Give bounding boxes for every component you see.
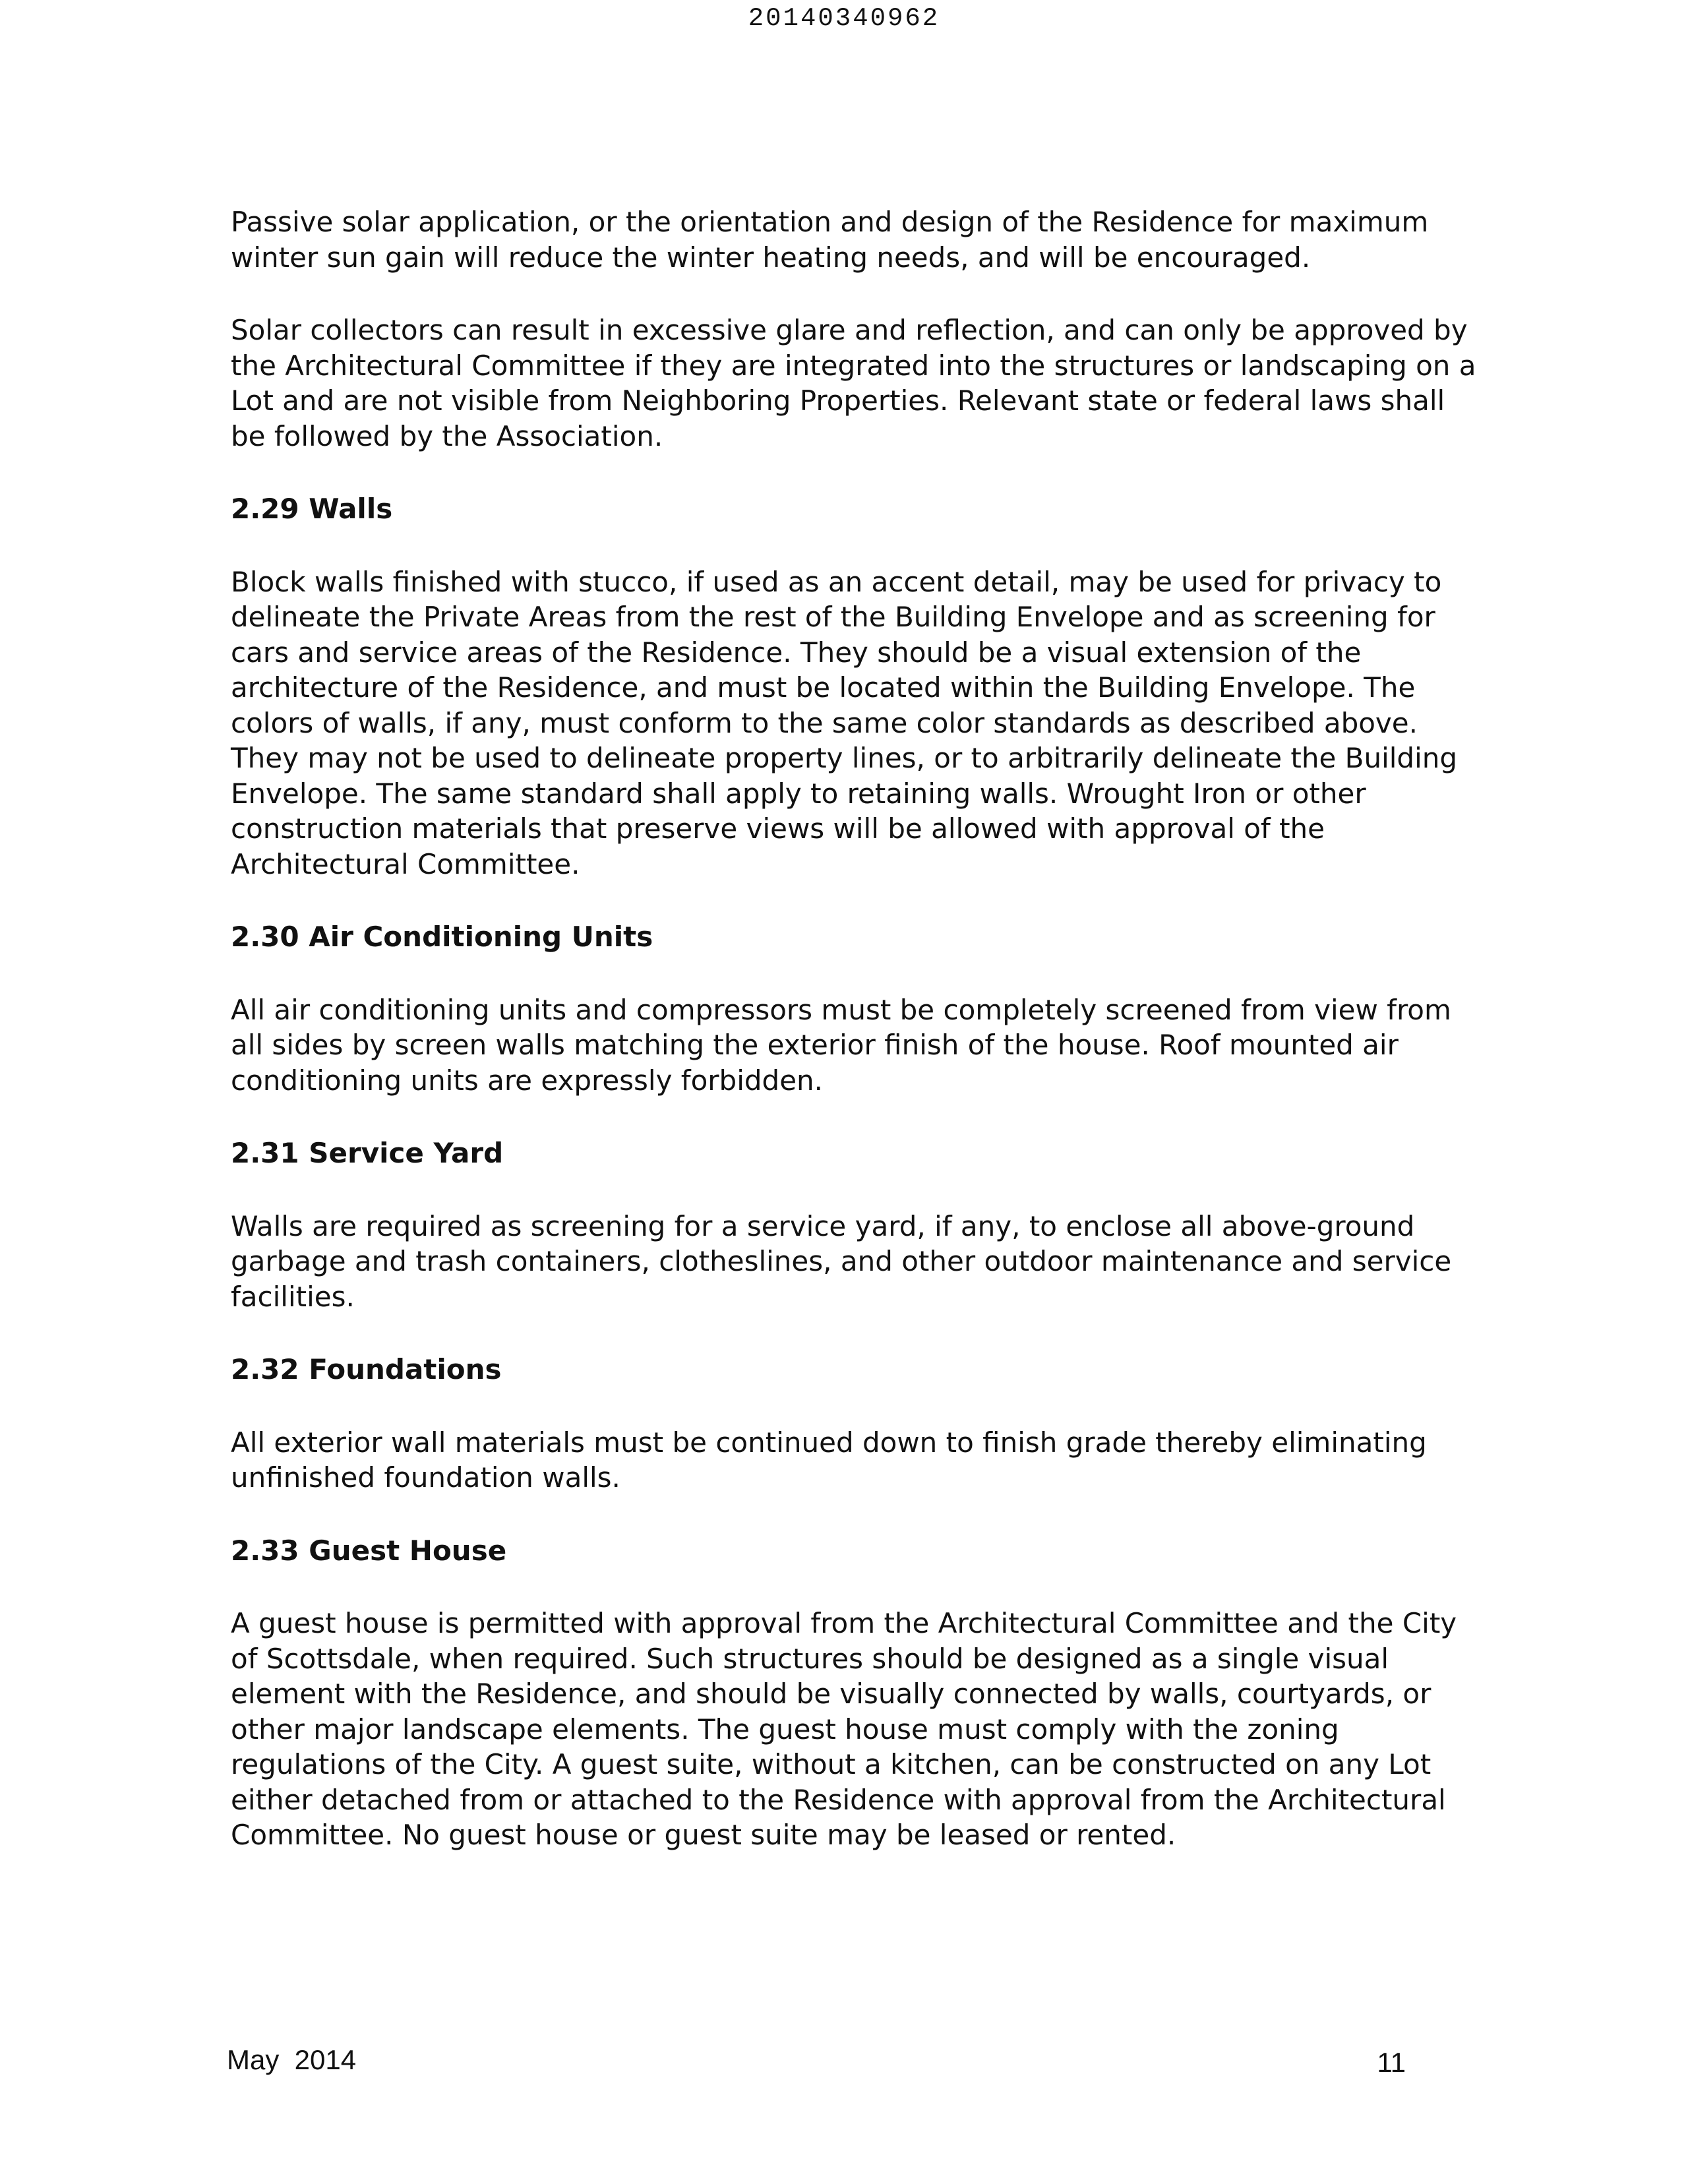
walls-paragraph: Block walls finished with stucco, if used as an accent detail, may be used for privacy to delineate the Private Areas from the rest of the Building Envelope and as screening for cars and service areas of the Residence. They should be a visual extension of the architecture of the Residence, and must be located within the Building Envelope. The colors of walls, if any, must conform to the same color standards as described above. They may not be used to delineate property lines, or to arbitrarily delineate the Building Envelope. The same standard shall apply to retaining walls. Wrought Iron or other construction materials that preserve views will be allowed with approval of the Architectural Committee.	[231, 565, 1458, 880]
section-heading-guest-house: 2.33 Guest House	[231, 1534, 507, 1567]
solar-collectors-paragraph: Solar collectors can result in excessive glare and reflection, and can only be approved by the Architectural Committee if they are integrated into the structures or landscaping on a Lot and are not visible from Neighboring Properties. Relevant state or federal laws shall be followed by the Association.	[231, 314, 1476, 452]
section-heading-service-yard: 2.31 Service Yard	[231, 1137, 504, 1169]
section-heading-walls: 2.29 Walls	[231, 493, 393, 525]
service-yard-paragraph: Walls are required as screening for a service yard, if any, to enclose all above-ground garbage and trash containers, clotheslines, and other outdoor maintenance and service facilities.	[231, 1209, 1452, 1313]
air-conditioning-paragraph: All air conditioning units and compressors must be completely screened from view from all sides by screen walls matching the exterior finish of the house. Roof mounted air conditioning units are expressly forbidden.	[231, 993, 1451, 1097]
passive-solar-paragraph: Passive solar application, or the orientation and design of the Residence for maximum winter sun gain will reduce the winter heating needs, and will be encouraged.	[231, 206, 1429, 274]
page-number: 11	[1377, 2047, 1406, 2078]
footer-date: May 2014	[227, 2044, 357, 2075]
section-heading-foundations: 2.32 Foundations	[231, 1353, 502, 1385]
document-number: 20140340962	[748, 4, 940, 33]
guest-house-paragraph: A guest house is permitted with approval from the Architectural Committee and the City of Scottsdale, when required. Such structures should be designed as a single visual element with the Residence, and should be visually connected by walls, courtyards, or other major landscape elements. The guest house must comply with the zoning regulations of the City. A guest suite, without a kitchen, can be constructed on any Lot either detached from or attached to the Residence with approval from the Architectural Committee. No guest house or guest suite may be leased or rented.	[231, 1607, 1457, 1851]
foundations-paragraph: All exterior wall materials must be continued down to finish grade thereby eliminating unfinished foundation walls.	[231, 1426, 1427, 1494]
document-body	[231, 204, 1484, 1891]
section-heading-air-conditioning: 2.30 Air Conditioning Units	[231, 921, 653, 953]
